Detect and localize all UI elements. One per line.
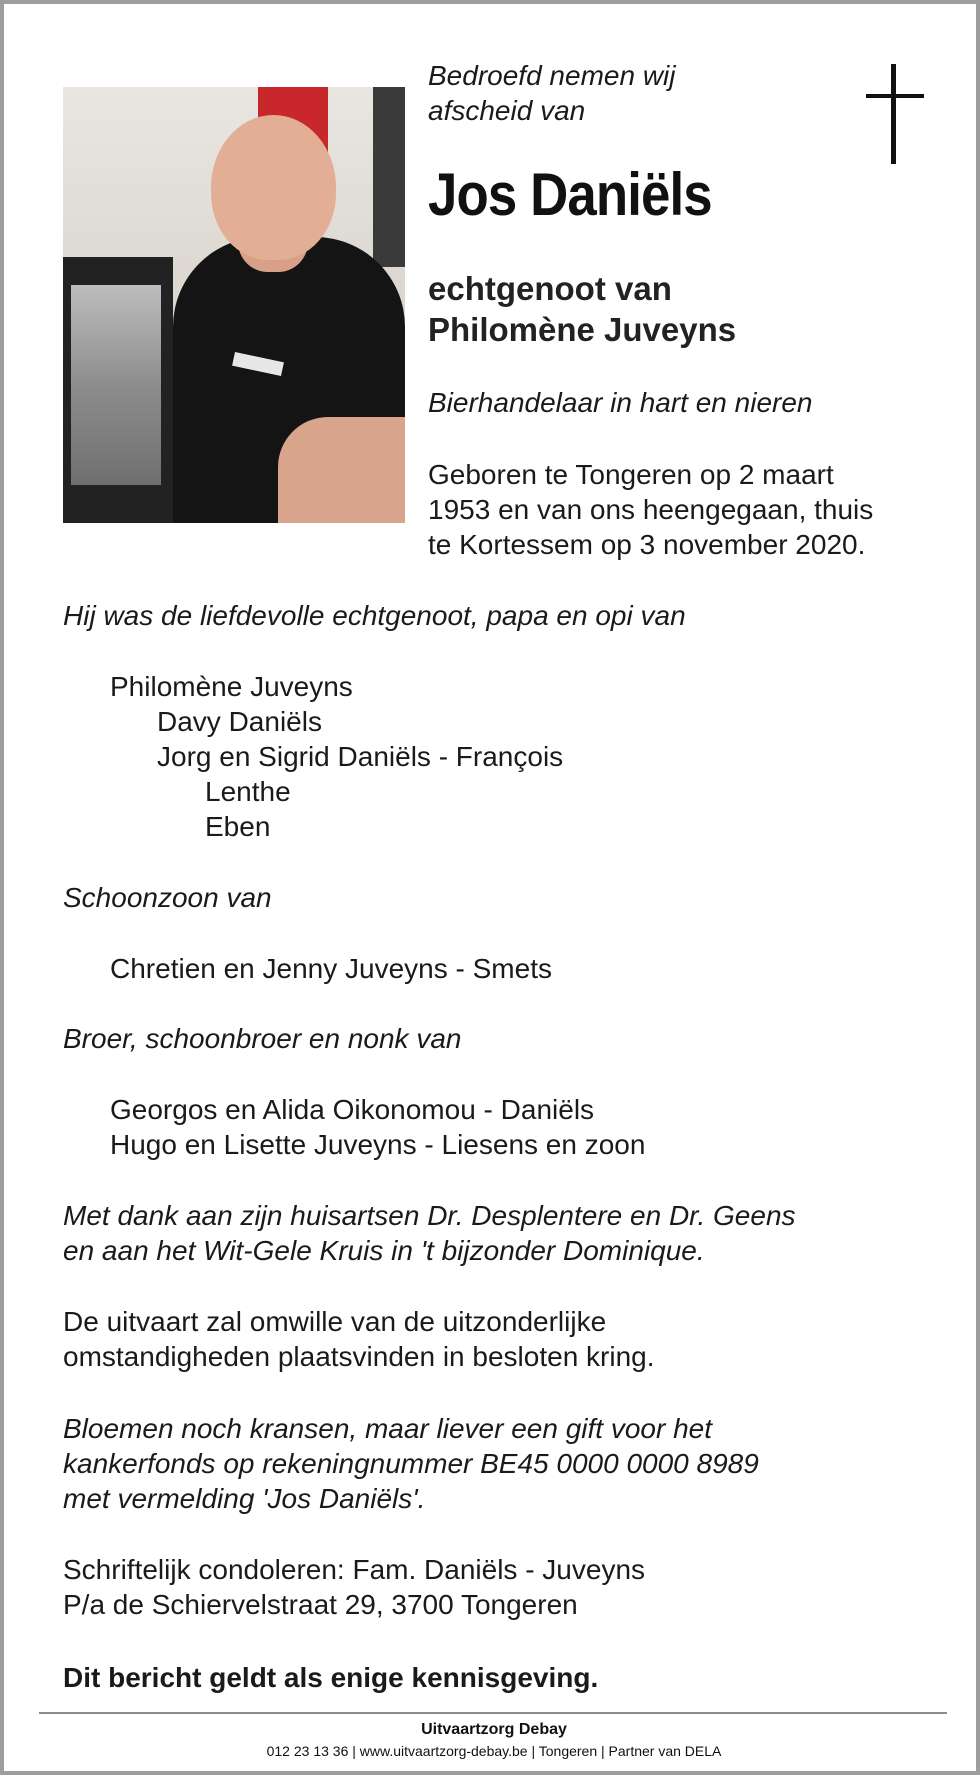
family-member: Philomène Juveyns (110, 671, 353, 702)
footer-contact: 012 23 13 36 | www.uitvaartzorg-debay.be | Tongeren | Partner van DELA (266, 1743, 722, 1759)
footer-company: Uitvaartzorg Debay (421, 1721, 567, 1738)
footer-divider (39, 1712, 947, 1714)
notice-text: Dit bericht geldt als enige kennisgeving. (63, 1662, 599, 1693)
funeral-text: De uitvaart zal omwille van de uitzonderlijke omstandigheden plaatsvinden in besloten kring. (63, 1306, 655, 1372)
family-member: Jorg en Sigrid Daniëls - François (157, 741, 564, 772)
intro-text: Bedroefd nemen wij afscheid van (428, 60, 676, 126)
wall-frame (373, 87, 405, 267)
family-member: Davy Daniëls (157, 706, 322, 737)
thanks-text: Met dank aan zijn huisartsen Dr. Desplentere en Dr. Geens en aan het Wit-Gele Kruis in 't bijzonder Dominique. (63, 1200, 796, 1266)
sibling: Hugo en Lisette Juveyns - Liesens en zoon (110, 1129, 646, 1160)
family-member: Lenthe (205, 776, 291, 807)
spouse-text: echtgenoot van Philomène Juveyns (428, 270, 737, 348)
tagline: Bierhandelaar in hart en nieren (428, 387, 813, 418)
portrait-photo (63, 87, 405, 523)
in-law: Chretien en Jenny Juveyns - Smets (110, 953, 552, 984)
condolence-text: Schriftelijk condoleren: Fam. Daniëls - Juveyns P/a de Schiervelstraat 29, 3700 Tongeren (63, 1554, 646, 1620)
sibling: Georgos en Alida Oikonomou - Daniëls (110, 1094, 595, 1125)
arm (278, 417, 405, 523)
held-picture-frame (63, 257, 173, 523)
siblings-heading: Broer, schoonbroer en nonk van (63, 1023, 462, 1054)
latin-cross-icon (866, 64, 924, 164)
family-member: Eben (205, 811, 271, 842)
deceased-name: Jos Daniëls (428, 161, 712, 228)
son-in-law-heading: Schoonzoon van (63, 882, 272, 913)
birth-death-text: Geboren te Tongeren op 2 maart 1953 en van ons heengegaan, thuis te Kortessem op 3 november 2020. (428, 459, 874, 560)
family-heading: Hij was de liefdevolle echtgenoot, papa en opi van (63, 600, 686, 631)
flowers-text: Bloemen noch kransen, maar liever een gift voor het kankerfonds op rekeningnummer BE45 0000 0000 8989 met vermelding 'Jos Daniëls'. (63, 1413, 759, 1514)
head (211, 115, 336, 260)
